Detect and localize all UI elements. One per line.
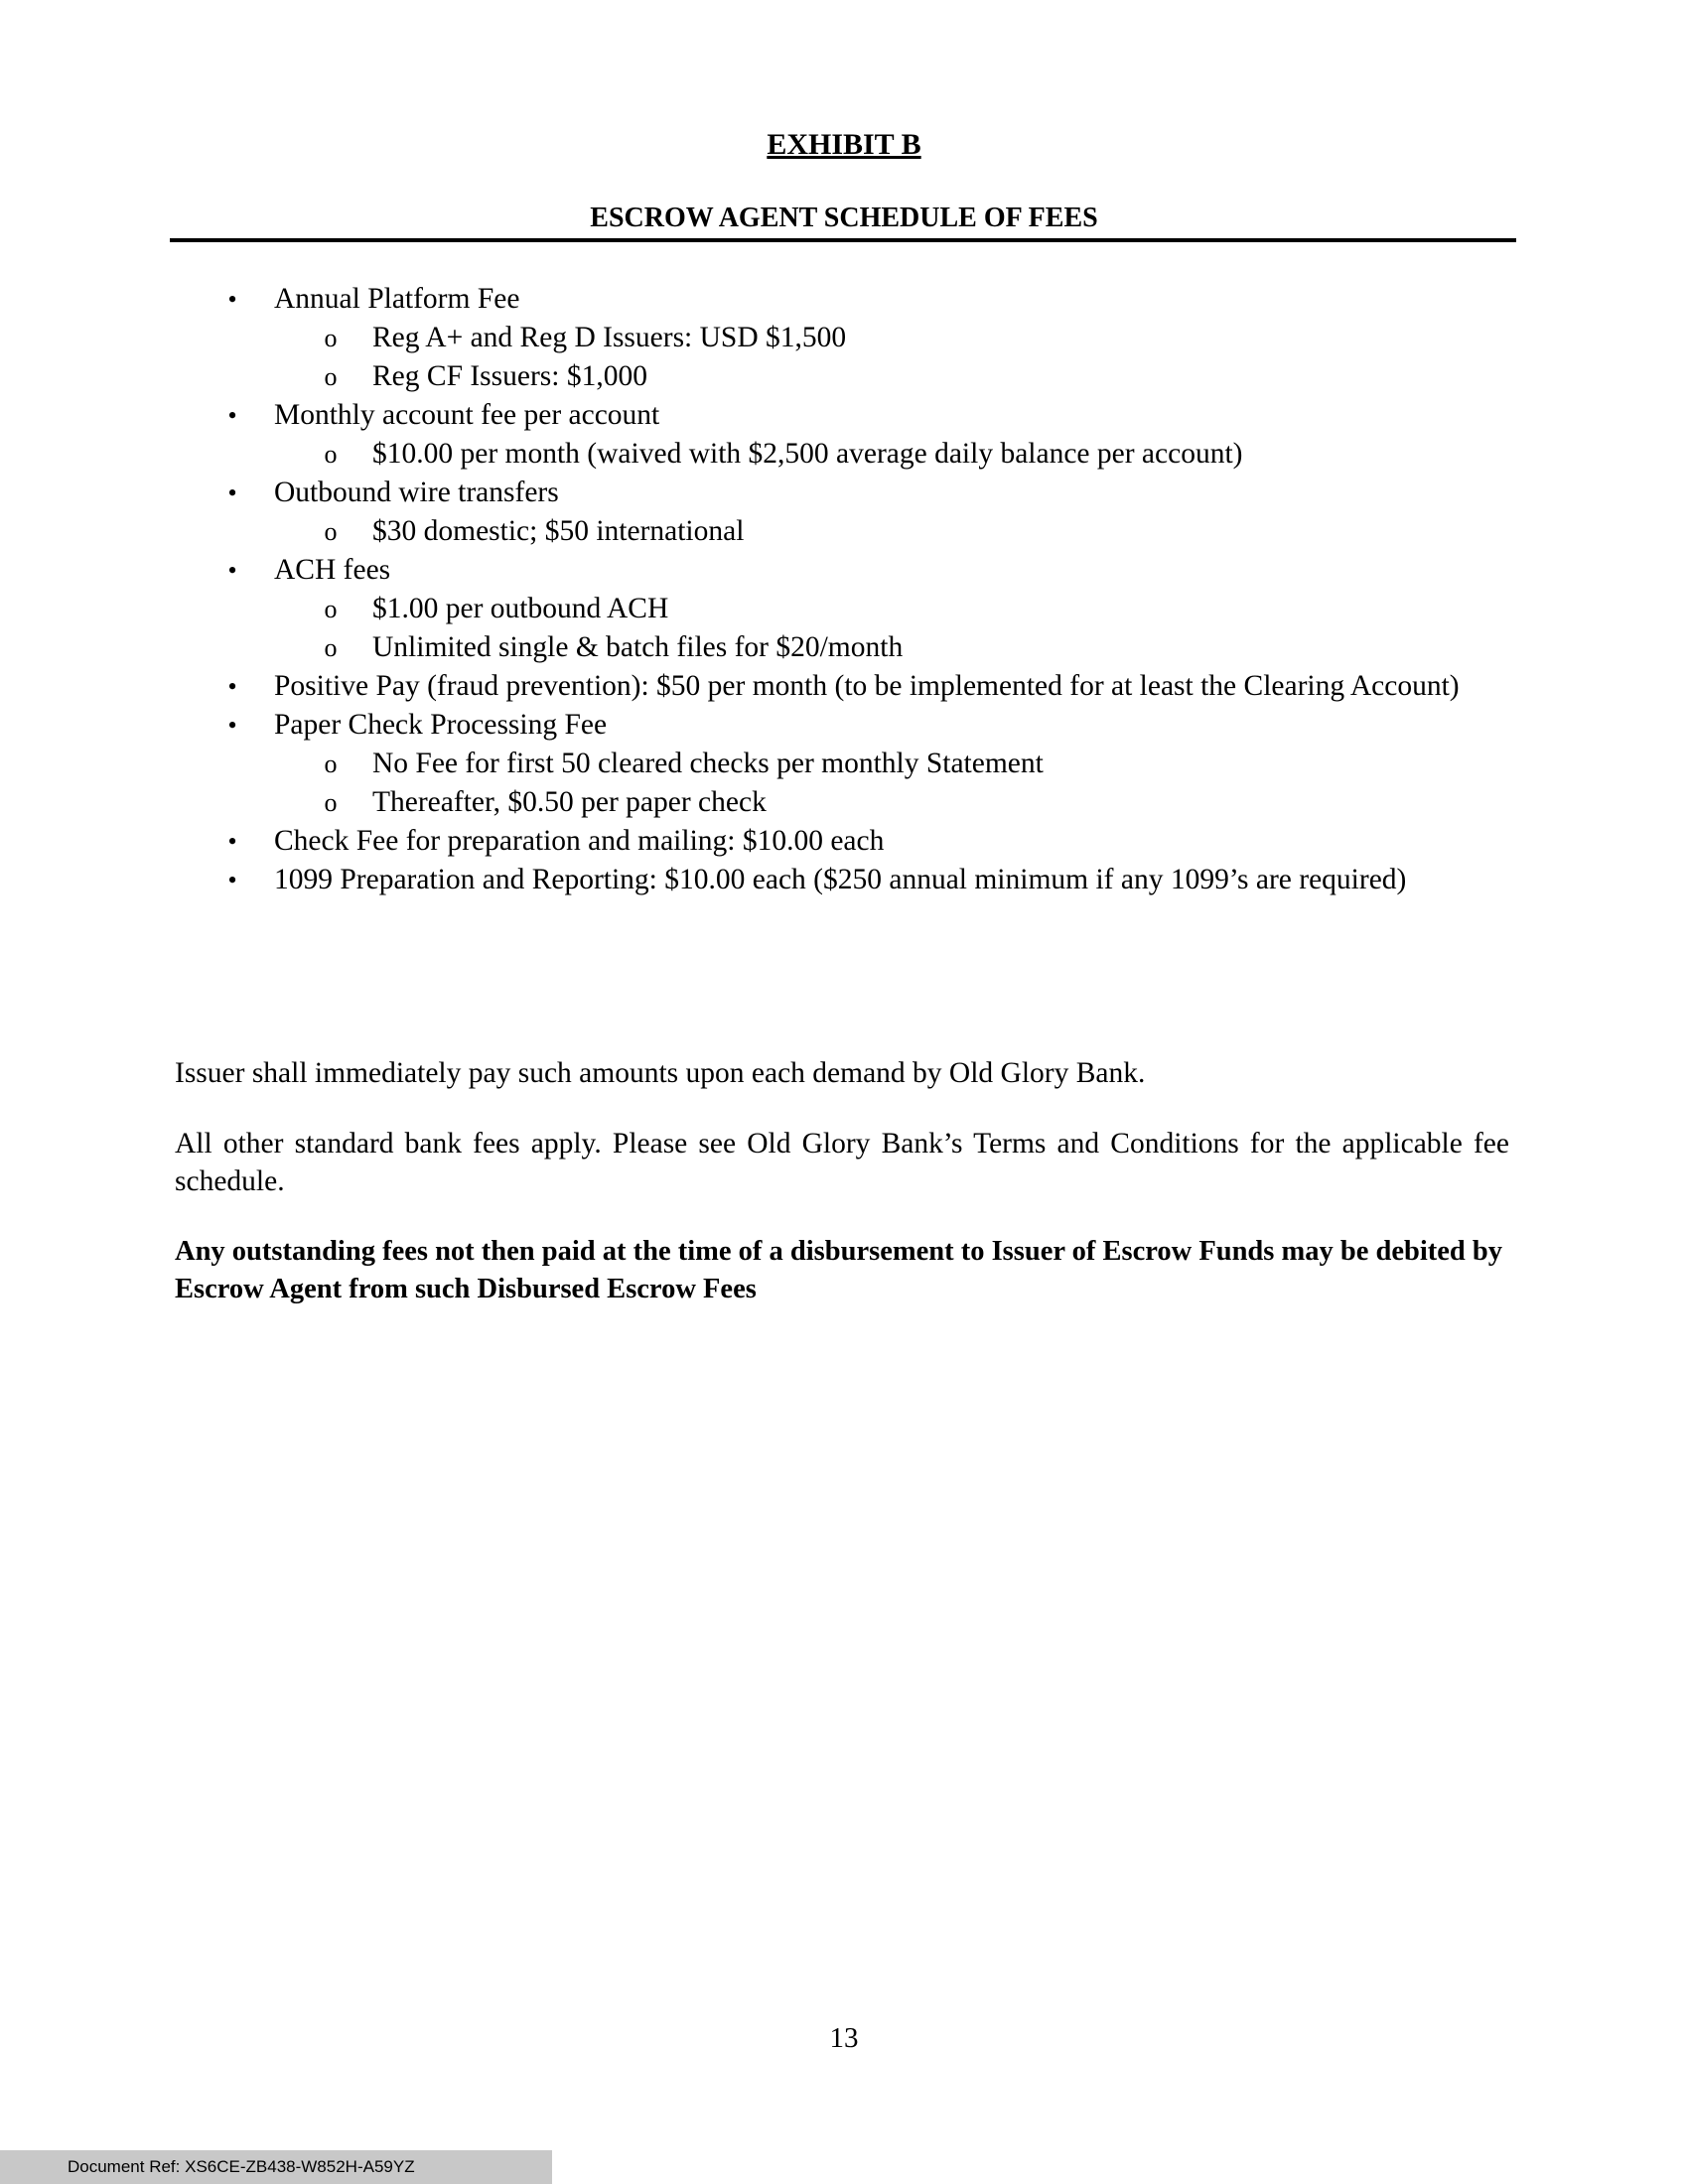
sub-bullet-icon: o [324, 362, 338, 391]
bullet-icon: • [227, 672, 237, 701]
sub-bullet-icon: o [324, 324, 338, 352]
fee-item [0, 551, 1515, 590]
bank-fees-paragraph: All other standard bank fees apply. Please see Old Glory Bank’s Terms and Conditions for the applicable fee schedule. [175, 1128, 1509, 1197]
bullet-icon: • [227, 478, 237, 507]
fee-sub-item-text: $10.00 per month (waived with $2,500 average daily balance per account) [372, 438, 1243, 470]
bullet-icon: • [227, 556, 237, 585]
fee-item [0, 396, 1515, 435]
fee-item [0, 474, 1515, 512]
fee-item-text: Check Fee for preparation and mailing: $10.00 each [274, 825, 885, 857]
fee-sub-item [0, 628, 1688, 667]
fee-sub-item-text: Thereafter, $0.50 per paper check [372, 786, 767, 818]
sub-bullet-icon: o [324, 595, 338, 623]
fee-sub-item [0, 435, 1688, 474]
fee-sub-item [0, 783, 1688, 822]
fee-item-text: Positive Pay (fraud prevention): $50 per month (to be implemented for at least the Clearing Account) [274, 670, 1460, 702]
fee-item [0, 861, 1515, 899]
fee-sub-item [0, 590, 1688, 628]
fee-item-text: Annual Platform Fee [274, 283, 520, 315]
fee-sub-item [0, 319, 1688, 357]
fee-item-text: Outbound wire transfers [274, 477, 559, 508]
fee-item [0, 822, 1515, 861]
fee-sub-item-text: $30 domestic; $50 international [372, 515, 745, 547]
bullet-icon: • [227, 711, 237, 740]
fee-sub-item [0, 357, 1688, 396]
bullet-icon: • [227, 401, 237, 430]
payment-paragraph: Issuer shall immediately pay such amounts upon each demand by Old Glory Bank. [175, 1057, 1146, 1089]
sub-bullet-icon: o [324, 788, 338, 817]
fee-sub-item-text: Reg A+ and Reg D Issuers: USD $1,500 [372, 322, 847, 353]
fee-item-text: ACH fees [274, 554, 391, 586]
fee-item [0, 280, 1515, 319]
title-rule [170, 238, 1516, 242]
fee-item [0, 667, 1515, 706]
sub-bullet-icon: o [324, 633, 338, 662]
exhibit-title: EXHIBIT B [767, 128, 921, 161]
fee-sub-item [0, 745, 1688, 783]
fee-sub-item-text: No Fee for first 50 cleared checks per monthly Statement [372, 748, 1044, 779]
bullet-icon: • [227, 285, 237, 314]
outstanding-fees-paragraph: Any outstanding fees not then paid at the time of a disbursement to Issuer of Escrow Funds may be debited by Escrow Agent from such Disbursed Escrow Fees [175, 1236, 1502, 1304]
fee-sub-item-text: Unlimited single & batch files for $20/month [372, 631, 904, 663]
fee-item-text: Monthly account fee per account [274, 399, 660, 431]
fee-item-text: 1099 Preparation and Reporting: $10.00 each ($250 annual minimum if any 1099’s are required) [274, 864, 1407, 895]
sub-bullet-icon: o [324, 517, 338, 546]
document-ref-footer: Document Ref: XS6CE-ZB438-W852H-A59YZ [0, 2150, 552, 2184]
bullet-icon: • [227, 866, 237, 894]
fee-item [0, 706, 1515, 745]
schedule-title: ESCROW AGENT SCHEDULE OF FEES [590, 203, 1098, 233]
page-number: 13 [829, 2022, 859, 2054]
fee-list [0, 280, 1688, 899]
bullet-icon: • [227, 827, 237, 856]
sub-bullet-icon: o [324, 440, 338, 469]
fee-sub-item-text: Reg CF Issuers: $1,000 [372, 360, 647, 392]
sub-bullet-icon: o [324, 750, 338, 778]
fee-sub-item-text: $1.00 per outbound ACH [372, 593, 669, 624]
fee-sub-item [0, 512, 1688, 551]
fee-item-text: Paper Check Processing Fee [274, 709, 608, 741]
